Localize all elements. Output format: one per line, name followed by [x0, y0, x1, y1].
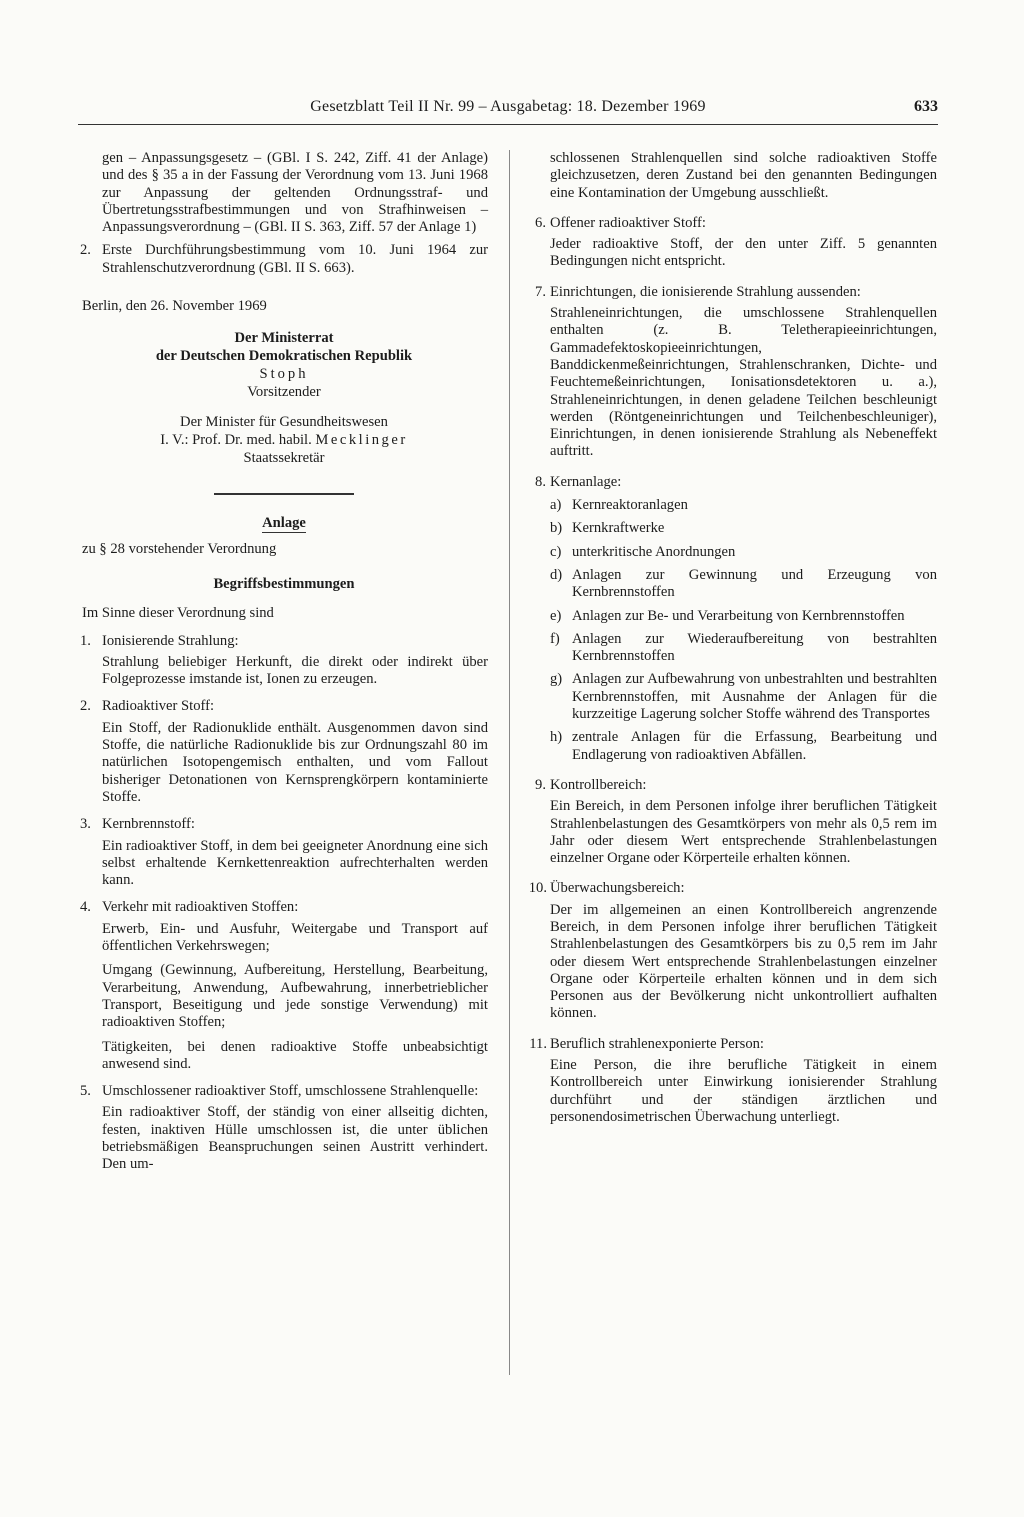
- item-body: Tätigkeiten, bei denen radioaktive Stoffe unbeabsichtigt anwesend sind.: [102, 1038, 488, 1072]
- right-column: [527, 150, 937, 1126]
- page-header: [78, 96, 938, 125]
- list-item: [527, 880, 937, 1022]
- item-body: Jeder radioaktive Stoff, der den unter Ziff. 5 genannten Bedingungen nicht entspricht.: [550, 236, 937, 270]
- sub-item: [550, 631, 937, 666]
- page-number: 633: [914, 98, 938, 115]
- sub-item-letter: g): [550, 671, 563, 688]
- item-body: Ein radioaktiver Stoff, der ständig von einer allseitig dichten, festen, inaktiven Hülle umschlossen ist, die unter üblichen betriebsmäßigen Beanspruchungen seinen Austritt verhindert. Den um-: [102, 1104, 488, 1173]
- sub-item: [550, 544, 937, 561]
- minister-signer: [80, 431, 488, 449]
- sub-item-letter: e): [550, 607, 562, 624]
- list-item: [80, 242, 488, 277]
- signer-title: Vorsitzender: [247, 384, 321, 401]
- minister-prefix: I. V.: Prof. Dr. med. habil.: [160, 432, 312, 449]
- item-body: Strahlung beliebiger Herkunft, die direkt oder indirekt über Folgeprozesse imstande ist, Ionen zu erzeugen.: [102, 653, 488, 688]
- sub-item-letter: b): [550, 520, 563, 537]
- item-number: 5.: [80, 1083, 91, 1100]
- item-number: 11.: [529, 1035, 547, 1052]
- signer-name: Stoph: [259, 366, 309, 383]
- item-body: Erwerb, Ein- und Ausfuhr, Weitergabe und Transport auf öffentlichen Verkehrswegen;: [102, 920, 488, 955]
- left-column: [80, 150, 488, 1174]
- sub-item-letter: d): [550, 566, 563, 583]
- item-text: Erste Durchführungsbestimmung vom 10. Juni 1964 zur Strahlenschutzverordnung (GBl. II S. 663).: [102, 242, 488, 276]
- item-number: 3.: [80, 816, 91, 833]
- place-date: Berlin, den 26. November 1969: [82, 298, 267, 315]
- signature-block: [80, 329, 488, 401]
- item-label: Ionisierende Strahlung:: [102, 632, 239, 649]
- sub-item-letter: a): [550, 497, 562, 514]
- minister-name: Mecklinger: [315, 432, 408, 449]
- sub-item-text: Kernreaktoranlagen: [572, 497, 688, 514]
- sub-item-text: Anlagen zur Be- und Verarbeitung von Kernbrennstoffen: [572, 607, 905, 624]
- list-item: [527, 1036, 937, 1126]
- lead-sentence: Im Sinne dieser Verordnung sind: [82, 605, 274, 622]
- list-item: [80, 899, 488, 1073]
- minister-line: Der Minister für Gesundheitswesen: [180, 414, 388, 431]
- continued-paragraph: schlossenen Strahlenquellen sind solche radioaktiven Stoffe gleichzusetzen, deren Zustand bei den genannten Bedingungen eine Kontamination der Umgebung ausschließt.: [550, 150, 937, 201]
- list-item: [80, 633, 488, 689]
- item-number: 10.: [528, 880, 547, 897]
- annex-title: [80, 515, 488, 532]
- header-title: Gesetzblatt Teil II Nr. 99 – Ausgabetag: 18. Dezember 1969: [310, 98, 706, 115]
- sub-item: [550, 567, 937, 602]
- item-number: 2.: [80, 242, 91, 259]
- item-body: Umgang (Gewinnung, Aufbereitung, Herstellung, Bearbeitung, Verarbeitung, Anwendung, Aufbewahrung, innerbetrieblicher Transport, Beseitigung und jede sonstige Verwendung) mit radioaktiven Stoffen;: [102, 962, 488, 1031]
- sub-item-text: Kernkraftwerke: [572, 520, 665, 537]
- item-label: Kontrollbereich:: [550, 776, 647, 793]
- section-title: Begriffsbestimmungen: [213, 575, 355, 592]
- sub-item: [550, 520, 937, 537]
- annex-subtitle: zu § 28 vorstehender Verordnung: [82, 540, 277, 557]
- item-body: Ein Stoff, der Radionuklide enthält. Ausgenommen davon sind Stoffe, die natürliche Radionuklide bis zur Ordnungszahl 80 im natürlichen Isotopengemisch enthalten, und vom Fallout bisheriger Detonationen von Kernsprengkörpern kontaminierte Stoffe.: [102, 719, 488, 805]
- sub-item-text: Anlagen zur Aufbewahrung von unbestrahlten und bestrahlten Kernbrennstoffen, mit Ausnahme der Anlagen für die kurzzeitige Lagerung solcher Stoffe während des Transportes: [572, 671, 937, 723]
- item-label: Einrichtungen, die ionisierende Strahlung aussenden:: [550, 283, 861, 300]
- minister-title: Staatssekretär: [243, 450, 325, 467]
- sub-item-text: Anlagen zur Gewinnung und Erzeugung von Kernbrennstoffen: [572, 566, 937, 601]
- item-label: Kernbrennstoff:: [102, 816, 195, 833]
- item-label: Umschlossener radioaktiver Stoff, umschlossene Strahlenquelle:: [102, 1083, 479, 1100]
- item-label: Offener radioaktiver Stoff:: [550, 214, 706, 231]
- item-number: 6.: [535, 214, 546, 231]
- sub-list: [550, 497, 937, 764]
- item-number: 1.: [80, 632, 91, 649]
- item-label: Radioaktiver Stoff:: [102, 698, 215, 715]
- item-number: 2.: [80, 698, 91, 715]
- sub-item-text: Anlagen zur Wiederaufbereitung von bestrahlten Kernbrennstoffen: [572, 630, 937, 665]
- list-item: [80, 698, 488, 806]
- sub-item: [550, 608, 937, 625]
- item-body: Eine Person, die ihre berufliche Tätigkeit in einem Kontrollbereich unter Einwirkung ionisierender Strahlung durchführt und der ständigen ärztlichen und personendosimetrischen Überwachung unterliegt.: [550, 1057, 937, 1125]
- item-body: Ein radioaktiver Stoff, in dem bei geeigneter Anordnung eine sich selbst erhaltende Kernkettenreaktion aufrechterhalten werden kann.: [102, 837, 488, 889]
- item-label: Beruflich strahlenexponierte Person:: [550, 1035, 764, 1052]
- list-item: [527, 284, 937, 461]
- separator-rule: [214, 493, 354, 495]
- sub-item: [550, 671, 937, 723]
- sub-item: [550, 729, 937, 764]
- list-item: [80, 816, 488, 889]
- sub-item-letter: f): [550, 630, 560, 647]
- item-number: 9.: [535, 776, 546, 793]
- item-number: 4.: [80, 899, 91, 916]
- sub-item-letter: h): [550, 729, 563, 746]
- list-item: [527, 215, 937, 271]
- item-body: Strahleneinrichtungen, die umschlossene Strahlenquellen enthalten (z. B. Teletherapieeinrichtungen, Gammadefektoskopieeinrichtungen, Banddickenmeßeinrichtungen, Strahlenschranken, Dichte- und Feuchtemeßeinrichtungen, Ionisationsdetektoren u. a.), Strahleneinrichtungen, in denen geladene Teilchen beschleunigt werden (Röntgeneinrichtungen und Teilchenbeschleuniger), Einrichtungen, in denen ionisierende Strahlung als Nebeneffekt auftritt.: [550, 305, 937, 460]
- list-item: [80, 1083, 488, 1173]
- council-line: der Deutschen Demokratischen Republik: [155, 348, 413, 365]
- annex-title-text: Anlage: [262, 515, 306, 532]
- definitions-list-right-a: [527, 215, 937, 461]
- item-body: Der im allgemeinen an einen Kontrollbereich angrenzende Bereich, in dem Personen infolge ihrer beruflichen Tätigkeit Strahlenbelastungen des Gesamtkörpers bis zu 0,5 rem im Jahr oder diesem Wert entsprechende Strahlenbelastungen einzelner Organe oder Körperteile erhalten können und in dem sich Personen aus der Bevölkerung nicht unkontrolliert aufhalten können.: [550, 901, 937, 1022]
- continued-paragraph: gen – Anpassungsgesetz – (GBl. I S. 242, Ziff. 41 der Anlage) und des § 35 a in der Fassung der Verordnung vom 13. Juni 1968 zur Anpassung der geltenden Ordnungsstraf- und Übertretungsstrafbestimmungen und von Strafhinweisen – Anpassungsverordnung – (GBl. II S. 363, Ziff. 57 der Anlage 1): [102, 150, 488, 236]
- definitions-list-left: [80, 633, 488, 1174]
- item-number: 7.: [535, 283, 546, 300]
- item-label: Kernanlage:: [550, 473, 622, 490]
- sub-item-text: zentrale Anlagen für die Erfassung, Bearbeitung und Endlagerung von radioaktiven Abfällen.: [572, 729, 937, 763]
- item-body: Ein Bereich, in dem Personen infolge ihrer beruflichen Tätigkeit Strahlenbelastungen des Gesamtkörpers von mehr als 0,5 rem im Jahr oder diesem Wert entsprechende Strahlenbelastungen einzelner Organe oder Körperteile erhalten können.: [550, 798, 937, 867]
- item-label: Überwachungsbereich:: [550, 880, 685, 897]
- item-number: 8.: [535, 473, 546, 490]
- council-line: Der Ministerrat: [234, 330, 334, 347]
- sub-item: [550, 497, 937, 514]
- sub-item-text: unterkritische Anordnungen: [572, 543, 736, 560]
- column-divider: [509, 150, 510, 1375]
- item-label: Verkehr mit radioaktiven Stoffen:: [102, 899, 299, 916]
- list-item: [527, 474, 937, 764]
- list-item: [527, 777, 937, 867]
- sub-item-letter: c): [550, 543, 562, 560]
- definitions-list-right-b: [527, 777, 937, 1126]
- minister-signature: [80, 413, 488, 467]
